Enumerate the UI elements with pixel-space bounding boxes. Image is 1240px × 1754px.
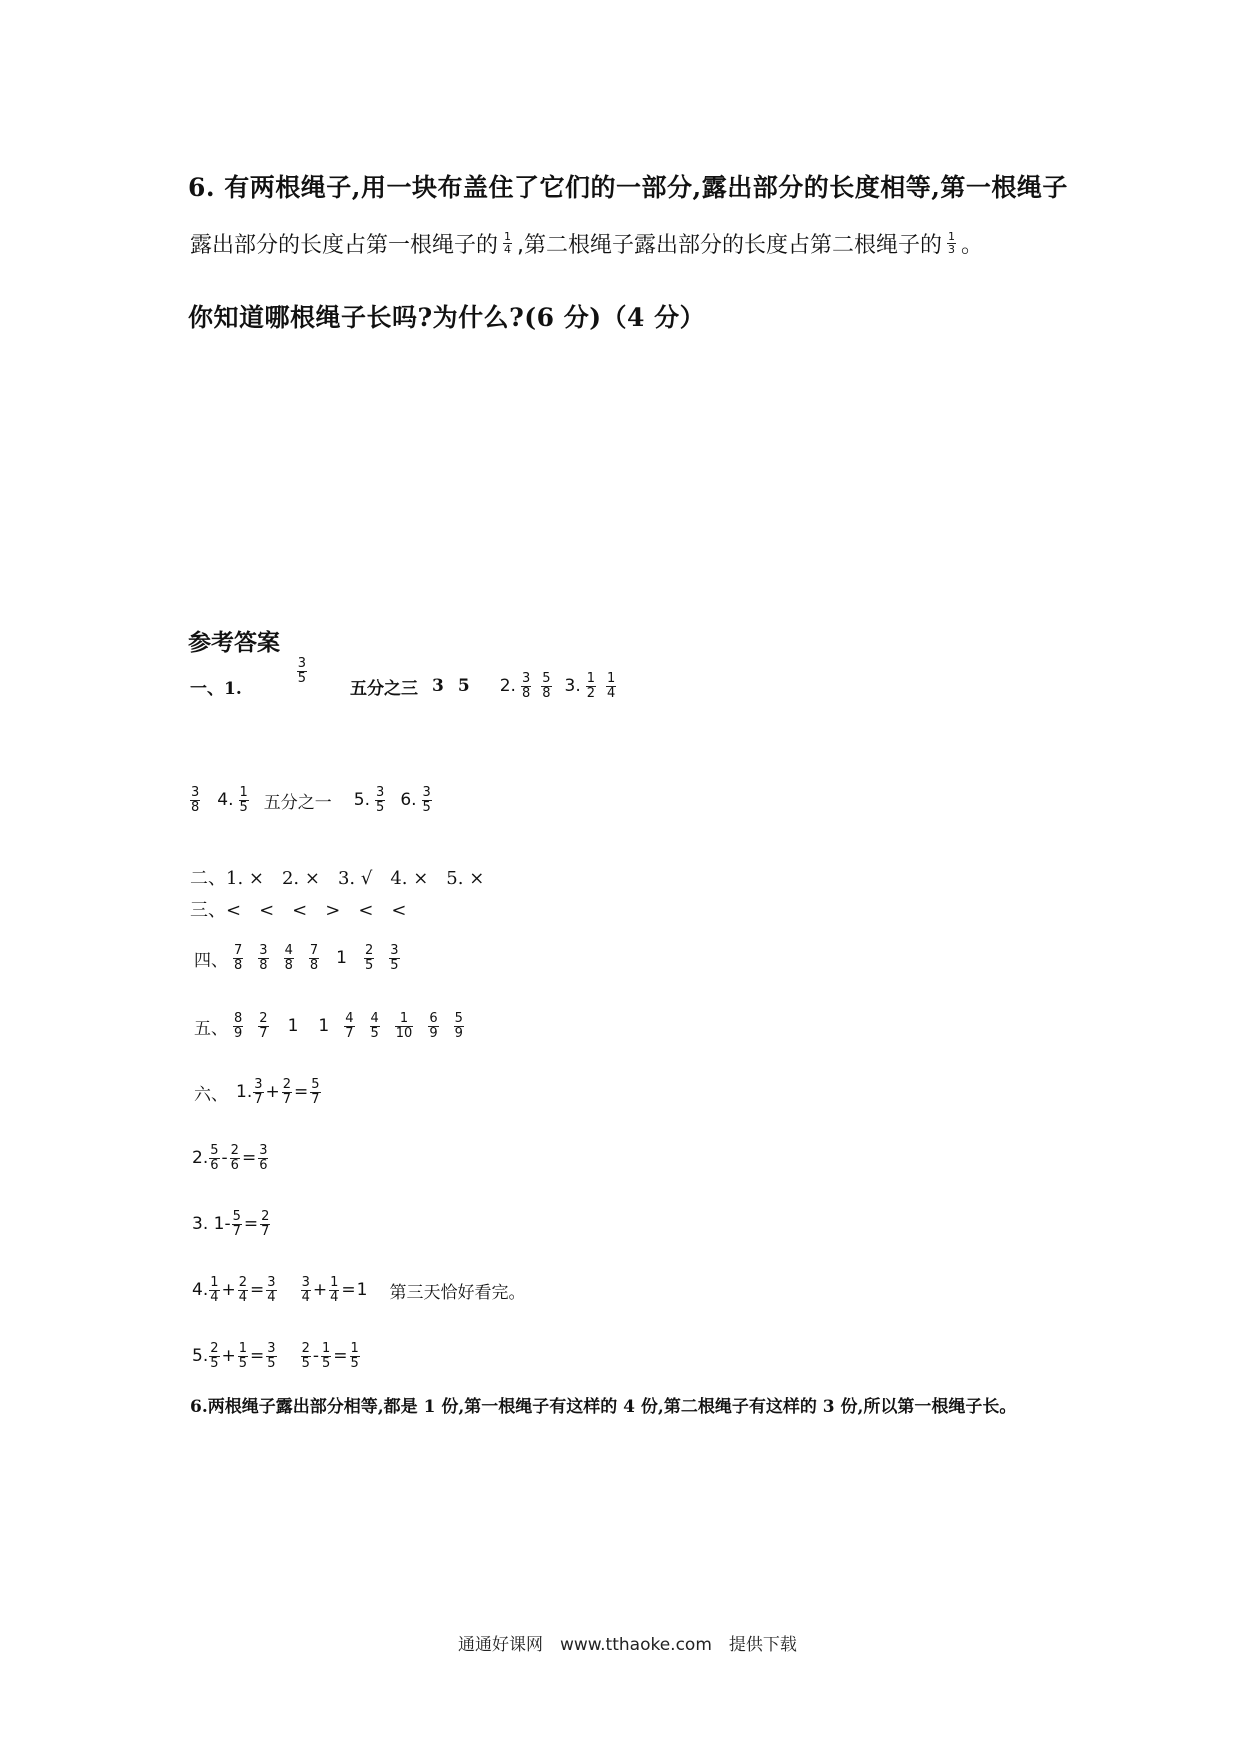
fraction: $\frac{1}{5}$ [238, 1341, 248, 1371]
fraction: $\frac{3}{5}$ [297, 656, 307, 686]
operator: + [312, 1280, 328, 1301]
operator: + [265, 1082, 280, 1103]
fraction: $\frac{6}{9}$ [429, 1011, 438, 1041]
answer-number: 3 [432, 676, 444, 697]
item-prefix: 1. [236, 1082, 253, 1103]
answer-number: 1 [356, 1280, 368, 1301]
fraction: $\frac{3}{8}$ [521, 671, 531, 701]
answer-note: 第三天恰好看完。 [389, 1282, 526, 1303]
equals-sign: = [250, 1346, 265, 1367]
answer-section-1-row-1 [190, 656, 621, 701]
fraction: $\frac{5}{8}$ [542, 671, 551, 701]
question-line-1: 6. 有两根绳子,用一块布盖住了它们的一部分,露出部分的长度相等,第一根绳子 [188, 173, 1068, 202]
answer-number: 1 [336, 948, 347, 969]
fraction: $\frac{1}{4}$ [607, 671, 616, 701]
fraction: $\frac{4}{5}$ [370, 1011, 379, 1041]
fraction: $\frac{8}{9}$ [234, 1011, 243, 1041]
fraction: $\frac{2}{6}$ [230, 1143, 239, 1173]
section-label: 六、 [194, 1084, 228, 1105]
item-prefix: 3. [564, 676, 581, 697]
fraction: $\frac{3}{8}$ [259, 943, 268, 973]
fraction: $\frac{2}{7}$ [261, 1209, 270, 1239]
fraction: $\frac{5}{7}$ [311, 1077, 320, 1107]
answers-title: 参考答案 [188, 629, 280, 656]
item-prefix: 4. [192, 1280, 209, 1301]
answer-number: 5 [457, 676, 470, 697]
fraction: $\frac{1}{4}$ [210, 1275, 219, 1305]
fraction: $\frac{1}{5}$ [322, 1341, 331, 1371]
fraction: $\frac{1}{4}$ [504, 230, 512, 256]
fraction: $\frac{3}{5}$ [376, 785, 385, 815]
item-prefix: 5. [353, 790, 371, 811]
answer-section-2: 二、1. × 2. × 3. √ 4. × 5. × [190, 868, 485, 889]
operator: - [221, 1148, 228, 1169]
operator: + [221, 1280, 236, 1301]
fraction: $\frac{2}{7}$ [282, 1077, 292, 1107]
item-prefix: 2. [499, 676, 516, 697]
answer-words: 五分之三 [350, 678, 419, 699]
fraction: $\frac{3}{6}$ [259, 1143, 268, 1173]
section-label: 五、 [194, 1018, 228, 1039]
answer-words: 五分之一 [263, 792, 332, 813]
fraction: $\frac{5}{7}$ [232, 1209, 241, 1239]
fraction: $\frac{1}{5}$ [350, 1341, 359, 1371]
answer-section-3: 三、< < < > < < [190, 900, 407, 921]
section-label: 一、1. [190, 678, 242, 699]
fraction: $\frac{3}{5}$ [267, 1341, 276, 1371]
fraction: $\frac{4}{7}$ [345, 1011, 354, 1041]
fraction: $\frac{5}{6}$ [210, 1143, 219, 1173]
equals-sign: = [250, 1280, 265, 1301]
item-prefix: 6. [400, 790, 417, 811]
operator: + [221, 1346, 236, 1367]
fraction: $\frac{2}{5}$ [210, 1341, 219, 1371]
fraction: $\frac{3}{7}$ [254, 1077, 263, 1107]
equals-sign: = [294, 1082, 309, 1103]
answer-section-6-eq4 [192, 1276, 525, 1304]
answer-section-6-eq6: 6.两根绳子露出部分相等,都是 1 份,第一根绳子有这样的 4 份,第二根绳子有这样的 3 份,所以第一根绳子长。 [190, 1397, 1017, 1417]
fraction: $\frac{1}{5}$ [239, 785, 248, 815]
fraction: $\frac{2}{5}$ [364, 943, 374, 973]
fraction: $\frac{2}{5}$ [301, 1341, 310, 1371]
answer-number: 1 [287, 1016, 299, 1037]
item-prefix: 2. [192, 1148, 209, 1169]
footer: 通通好课网 www.tthaoke.com 提供下载 [458, 1635, 797, 1655]
item-prefix: 3. 1- [192, 1214, 231, 1235]
answer-section-1-row-2 [190, 786, 437, 814]
fraction: $\frac{2}{4}$ [238, 1275, 248, 1305]
fraction: $\frac{3}{4}$ [267, 1275, 276, 1305]
fraction: $\frac{1}{2}$ [586, 671, 596, 701]
fraction: $\frac{3}{4}$ [301, 1275, 310, 1305]
fraction: $\frac{3}{5}$ [422, 785, 431, 815]
equals-sign: = [241, 1148, 257, 1169]
fraction: $\frac{5}{9}$ [454, 1011, 463, 1041]
answer-number: 1 [318, 1016, 330, 1037]
equals-sign: = [341, 1280, 356, 1301]
equals-sign: = [333, 1346, 348, 1367]
equals-sign: = [243, 1214, 259, 1235]
answer-section-5 [194, 1012, 469, 1040]
question-line-2-text-b: ,第二根绳子露出部分的长度占第二根绳子的 [517, 233, 943, 258]
fraction: $\frac{7}{8}$ [234, 943, 243, 973]
item-prefix: 4. [217, 790, 234, 811]
answer-section-4 [194, 944, 405, 972]
answer-section-6-eq5 [192, 1342, 361, 1370]
question-line-2 [190, 228, 983, 259]
question-line-2-text-a: 露出部分的长度占第一根绳子的 [190, 233, 499, 258]
fraction: $\frac{4}{8}$ [284, 943, 293, 973]
fraction: $\frac{1}{10}$ [395, 1011, 413, 1041]
answer-section-6-eq2 [192, 1144, 269, 1172]
section-label: 四、 [194, 950, 228, 971]
fraction: $\frac{3}{8}$ [191, 785, 200, 815]
operator: - [312, 1346, 319, 1367]
fraction: $\frac{1}{3}$ [948, 230, 956, 256]
fraction: $\frac{2}{7}$ [259, 1011, 268, 1041]
fraction: $\frac{3}{5}$ [390, 943, 399, 973]
question-line-3: 你知道哪根绳子长吗?为什么?(6 分)（4 分） [188, 303, 706, 332]
item-prefix: 5. [192, 1346, 209, 1367]
answer-section-6-eq3 [192, 1210, 271, 1238]
answer-section-6-eq1 [194, 1078, 322, 1106]
fraction: $\frac{1}{4}$ [330, 1275, 339, 1305]
question-line-2-text-c: 。 [961, 233, 984, 258]
fraction: $\frac{7}{8}$ [309, 943, 319, 973]
